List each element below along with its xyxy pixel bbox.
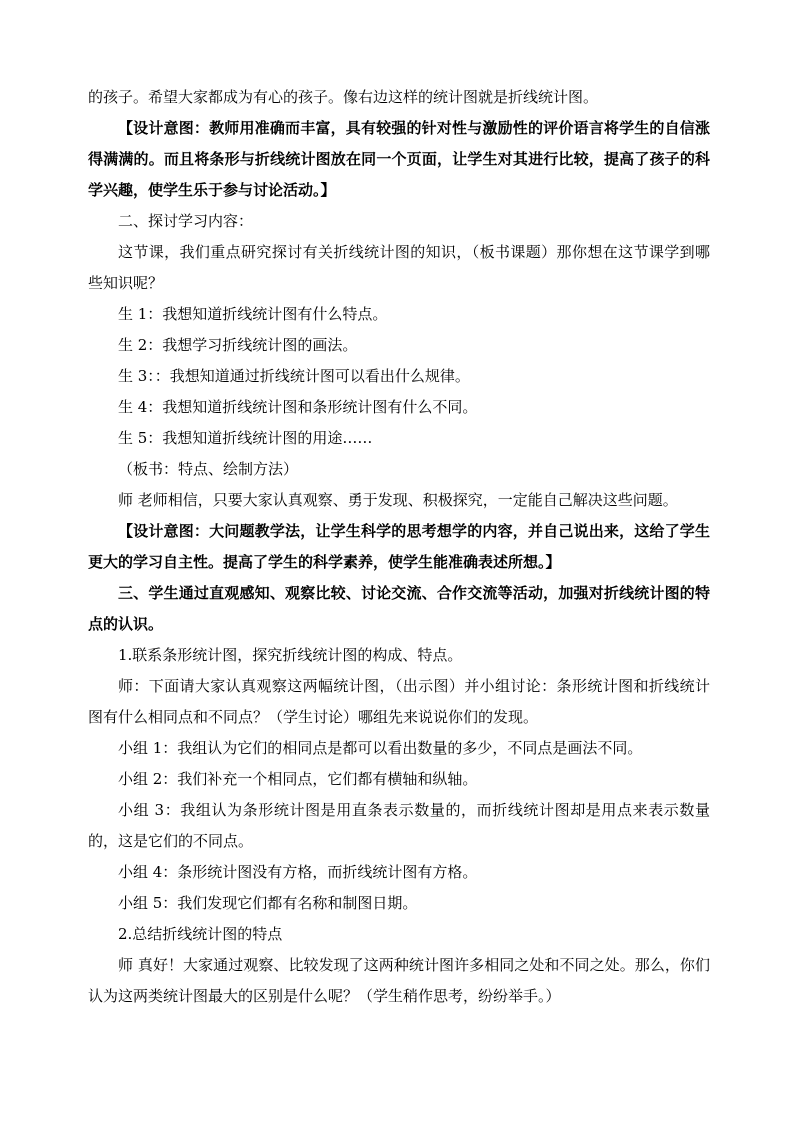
paragraph-4: 这节课，我们重点研究探讨有关折线统计图的知识，（板书课题）那你想在这节课学到哪些知识呢？ (88, 243, 710, 292)
student-1-answer: 生 1：我想知道折线统计图有什么特点。 (118, 305, 388, 323)
subsection-2: 2.总结折线统计图的特点 (118, 925, 283, 943)
section-heading-3: 三、学生通过直观感知、观察比较、讨论交流、合作交流等活动，加强对折线统计图的特点的认识。 (88, 584, 710, 633)
section-heading-2: 二、探讨学习内容： (118, 212, 254, 230)
document-page (88, 82, 710, 1012)
group-4-answer: 小组 4：条形统计图没有方格，而折线统计图有方格。 (118, 863, 478, 881)
paragraph-1: 的孩子。希望大家都成为有心的孩子。像右边这样的统计图就是折线统计图。 (88, 88, 599, 106)
student-2-answer: 生 2：我想学习折线统计图的画法。 (118, 336, 358, 354)
teacher-instruction: 师：下面请大家认真观察这两幅统计图，（出示图）并小组讨论：条形统计图和折线统计图有什么相同点和不同点？（学生讨论）哪组先来说说你们的发现。 (88, 677, 710, 726)
blackboard-note: （板书：特点、绘制方法） (118, 460, 299, 478)
student-3-answer: 生 3：：我想知道通过折线统计图可以看出什么规律。 (118, 367, 470, 385)
group-3-answer: 小组 3：我组认为条形统计图是用直条表示数量的，而折线统计图却是用点来表示数量的，这是它们的不同点。 (88, 801, 710, 850)
teacher-remark-2: 师 真好！大家通过观察、比较发现了这两种统计图许多相同之处和不同之处。那么，你们认为这两类统计图最大的区别是什么呢？（学生稍作思考，纷纷举手。） (88, 956, 710, 1005)
group-1-answer: 小组 1：我组认为它们的相同点是都可以看出数量的多少，不同点是画法不同。 (118, 739, 643, 757)
design-intent-1: 【设计意图：教师用准确而丰富，具有较强的针对性与激励性的评价语言将学生的自信涨得满满的。而且将条形与折线统计图放在同一个页面，让学生对其进行比较，提高了孩子的科学兴趣，使学生乐于参与讨论活动。】 (88, 119, 710, 199)
subsection-1: 1.联系条形统计图，探究折线统计图的构成、特点。 (118, 646, 463, 664)
design-intent-2: 【设计意图：大问题教学法，让学生科学的思考想学的内容，并自己说出来，这给了学生更大的学习自主性。提高了学生的科学素养，使学生能准确表述所想。】 (88, 522, 710, 571)
student-4-answer: 生 4：我想知道折线统计图和条形统计图有什么不同。 (118, 398, 478, 416)
teacher-remark-1: 师 老师相信，只要大家认真观察、勇于发现、积极探究，一定能自己解决这些问题。 (118, 491, 678, 509)
group-2-answer: 小组 2：我们补充一个相同点，它们都有横轴和纵轴。 (118, 770, 478, 788)
group-5-answer: 小组 5：我们发现它们都有名称和制图日期。 (118, 894, 418, 912)
student-5-answer: 生 5：我想知道折线统计图的用途…… (118, 429, 373, 447)
